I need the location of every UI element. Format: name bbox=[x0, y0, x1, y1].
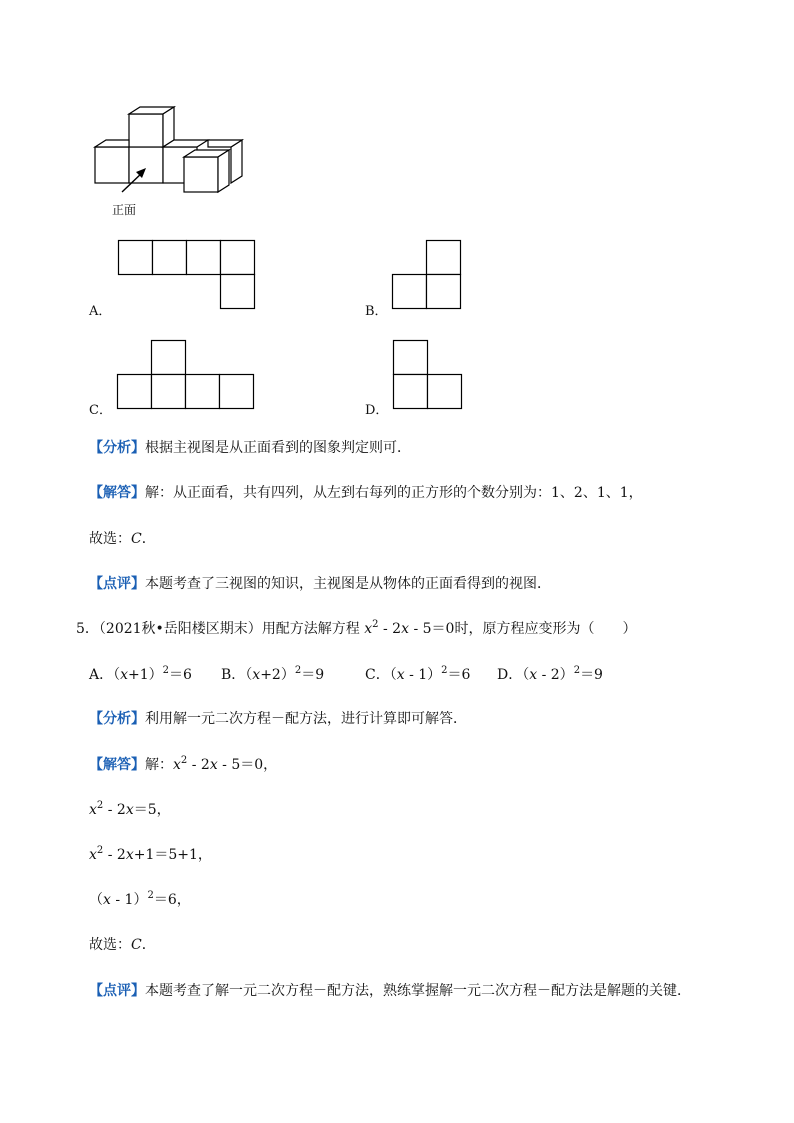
answer-tag: 【解答】 bbox=[89, 485, 145, 501]
q5-step-3: $x^2 - 2x+1=5+1$， bbox=[89, 845, 212, 863]
q5-option-d[interactable]: D．（x - 2）$^2$＝9 bbox=[497, 665, 603, 683]
option-c-figure bbox=[117, 340, 257, 412]
option-d-letter[interactable]: D． bbox=[365, 403, 389, 418]
q4-choose: 故选：C． bbox=[89, 531, 156, 547]
q5-option-a[interactable]: A．$(x+1)^2=6$ bbox=[89, 665, 192, 683]
option-b-letter[interactable]: B． bbox=[365, 304, 388, 319]
comment-tag: 【点评】 bbox=[89, 983, 145, 999]
analysis-tag: 【分析】 bbox=[89, 711, 145, 727]
q5-analysis: 【分析】利用解一元二次方程－配方法，进行计算即可解答． bbox=[89, 711, 467, 727]
q5-comment: 【点评】本题考查了解一元二次方程－配方法，熟练掌握解一元二次方程－配方法是解题的关键． bbox=[89, 983, 691, 999]
q4-analysis: 【分析】根据主视图是从正面看到的图象判定则可． bbox=[89, 440, 411, 456]
cube-figure bbox=[92, 100, 252, 210]
q5-option-c[interactable]: C．（x - 1）$^2$＝6 bbox=[365, 665, 471, 683]
analysis-tag: 【分析】 bbox=[89, 440, 145, 456]
q5-choose: 故选：C． bbox=[89, 937, 156, 953]
q5-step-2: $x^2 - 2x=5$， bbox=[89, 800, 171, 818]
option-d-figure bbox=[393, 340, 465, 412]
option-a-letter[interactable]: A． bbox=[89, 304, 112, 319]
front-label: 正面 bbox=[112, 203, 137, 217]
option-b-figure bbox=[392, 240, 464, 312]
q5-step-4: （x - 1）$^2$＝6， bbox=[89, 890, 191, 908]
option-a-figure bbox=[118, 240, 258, 312]
q4-answer: 【解答】解：从正面看，共有四列，从左到右每列的正方形的个数分别为：1、2、1、1， bbox=[89, 485, 643, 501]
q5-answer: 【解答】解：$x^2 - 2x - 5=0$， bbox=[89, 755, 278, 773]
q4-comment: 【点评】本题考查了三视图的知识，主视图是从物体的正面看得到的视图． bbox=[89, 576, 551, 592]
option-c-letter[interactable]: C． bbox=[89, 403, 112, 418]
q5-option-b[interactable]: B．$(x+2)^2=9$ bbox=[221, 665, 325, 683]
comment-tag: 【点评】 bbox=[89, 576, 145, 592]
q5-stem: 5．（2021秋•岳阳楼区期末）用配方法解方程 $x^2 - 2x - 5=0$时，原方程应变形为（ ） bbox=[76, 619, 637, 637]
answer-tag: 【解答】 bbox=[89, 757, 145, 773]
